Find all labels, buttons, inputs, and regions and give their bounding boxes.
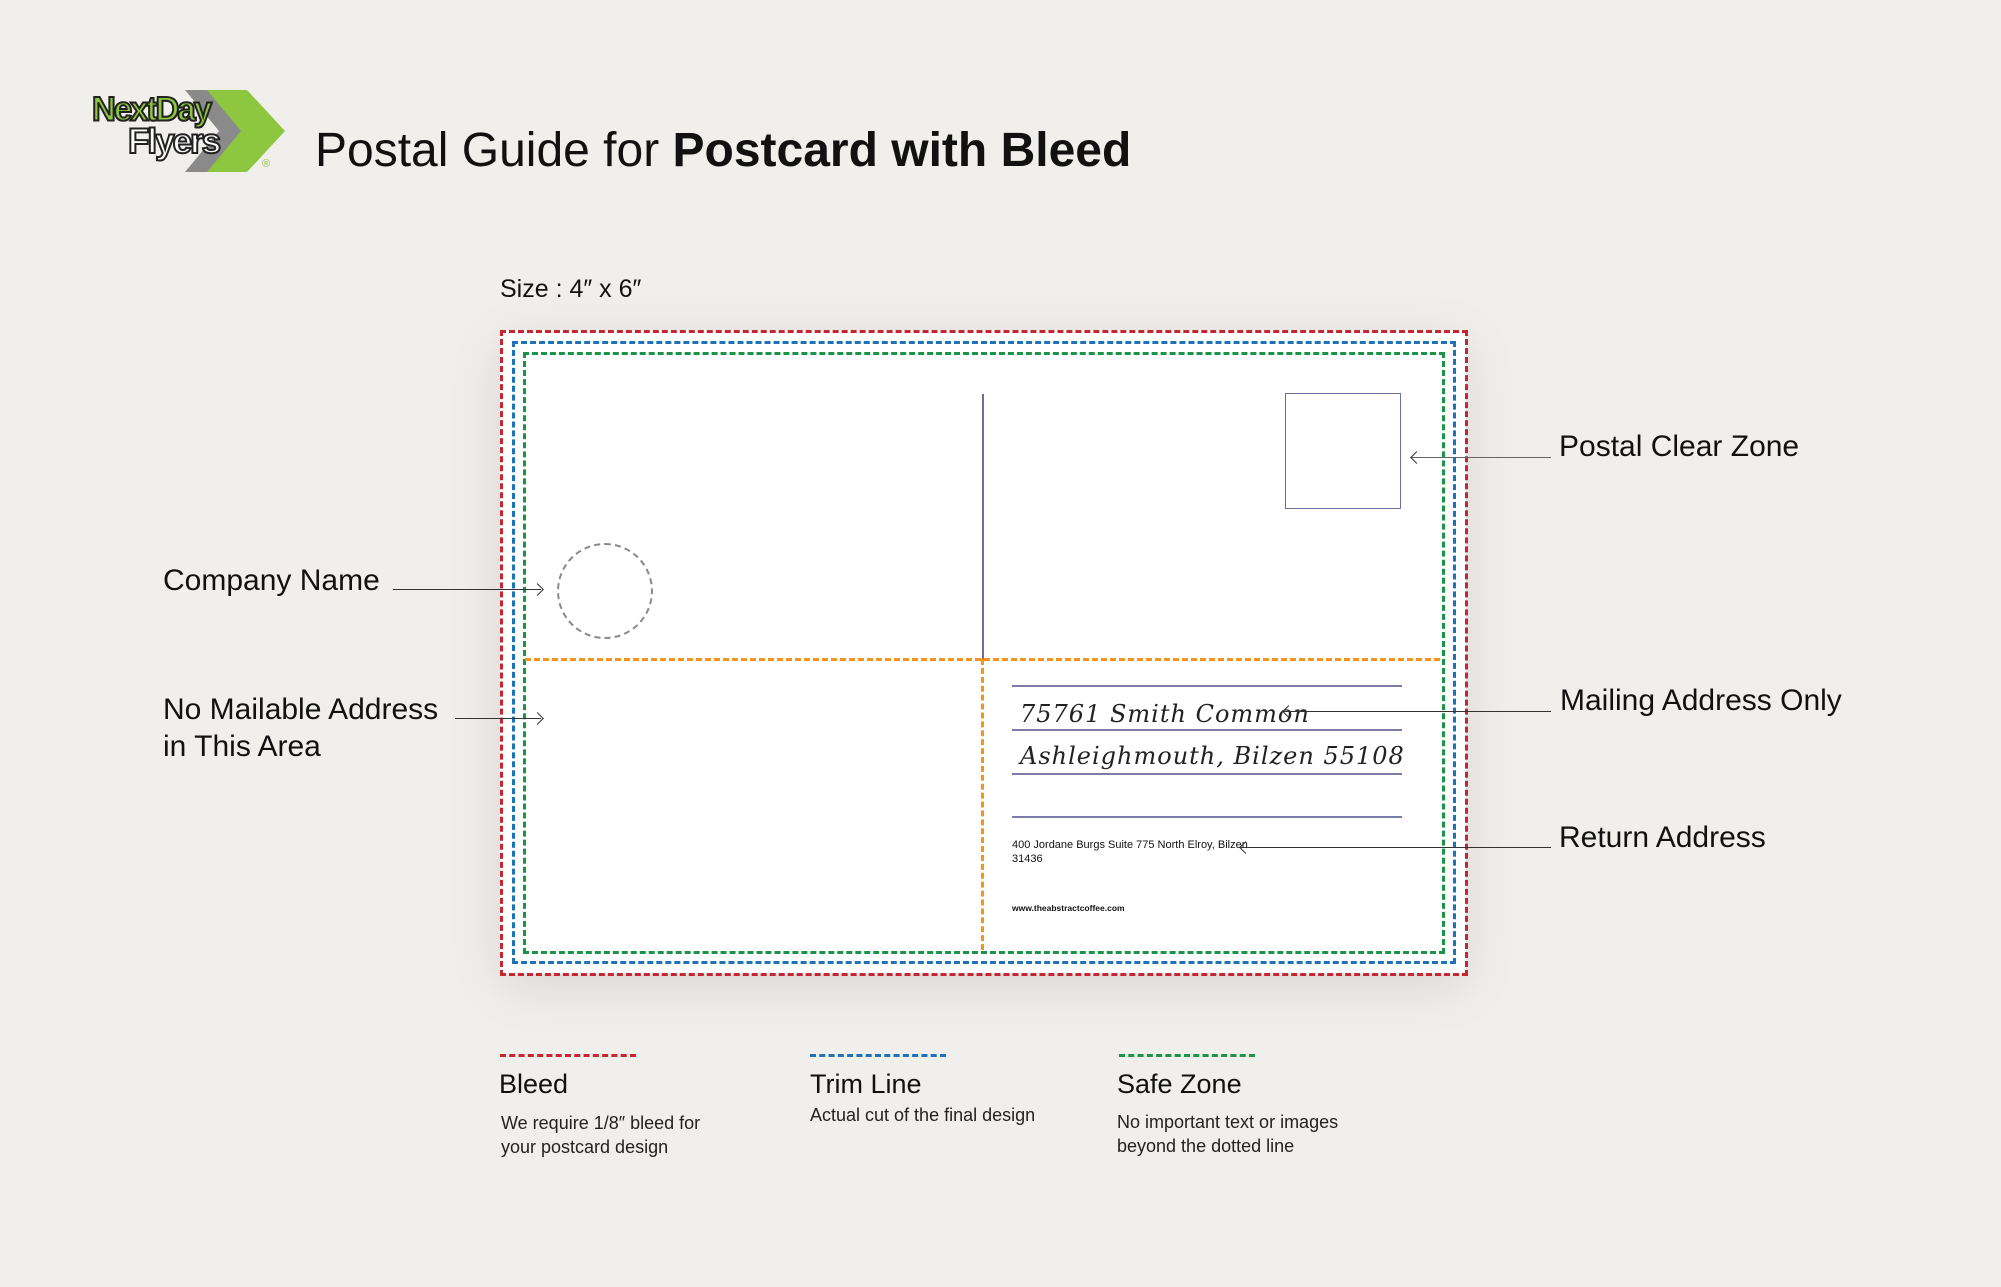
callout-no-mailable-line1: No Mailable Address bbox=[163, 693, 439, 726]
legend-safe-desc: No important text or images beyond the dotted line bbox=[1117, 1112, 1339, 1156]
company-logo-placeholder-circle bbox=[557, 543, 653, 639]
title-bold: Postcard with Bleed bbox=[672, 124, 1132, 177]
legend-bleed-title: Bleed bbox=[499, 1069, 569, 1099]
mailing-address-arrow bbox=[1283, 711, 1551, 712]
address-area-vertical-divider bbox=[981, 659, 984, 950]
legend-trim-title: Trim Line bbox=[810, 1069, 922, 1099]
mailing-address-line1: 75761 Smith Common bbox=[1020, 700, 1310, 728]
page-title bbox=[315, 122, 1131, 180]
registered-mark: ® bbox=[262, 158, 271, 170]
logo-text-nextday: NextDay bbox=[92, 89, 211, 128]
legend-bleed-swatch bbox=[500, 1054, 636, 1057]
postal-clear-zone-box bbox=[1285, 393, 1401, 509]
title-regular: Postal Guide for bbox=[315, 124, 673, 177]
nextdayflyers-logo bbox=[90, 88, 290, 174]
vertical-divider bbox=[982, 394, 984, 659]
legend-bleed-desc: We require 1/8″ bleed for your postcard design bbox=[501, 1113, 701, 1157]
address-rule bbox=[1012, 816, 1402, 818]
legend-safe-swatch bbox=[1119, 1054, 1255, 1057]
legend-trim-desc: Actual cut of the final design bbox=[810, 1105, 1036, 1125]
legend-trim-swatch bbox=[810, 1054, 946, 1057]
address-rule bbox=[1012, 729, 1402, 731]
website-text: www.theabstractcoffee.com bbox=[1012, 903, 1125, 913]
callout-mailing-address-only: Mailing Address Only bbox=[1560, 684, 1842, 717]
callout-no-mailable-line2: in This Area bbox=[163, 730, 321, 763]
callout-postal-clear-zone: Postal Clear Zone bbox=[1559, 430, 1800, 463]
no-mailable-arrow bbox=[455, 718, 541, 719]
postal-clear-zone-arrow bbox=[1411, 457, 1551, 458]
address-rule bbox=[1012, 685, 1402, 687]
size-label: Size : 4″ x 6″ bbox=[500, 275, 642, 303]
address-rule bbox=[1012, 773, 1402, 775]
mailing-address-line2: Ashleighmouth, Bilzen 55108 bbox=[1020, 742, 1405, 770]
company-name-arrow bbox=[393, 589, 541, 590]
legend-safe-title: Safe Zone bbox=[1117, 1069, 1242, 1099]
callout-company-name: Company Name bbox=[163, 564, 380, 597]
return-address-arrow bbox=[1240, 847, 1551, 848]
logo-text-flyers: Flyers bbox=[128, 122, 220, 161]
return-address-text: 400 Jordane Burgs Suite 775 North Elroy, Bilzen 31436 bbox=[1012, 839, 1248, 865]
callout-return-address: Return Address bbox=[1559, 821, 1766, 854]
